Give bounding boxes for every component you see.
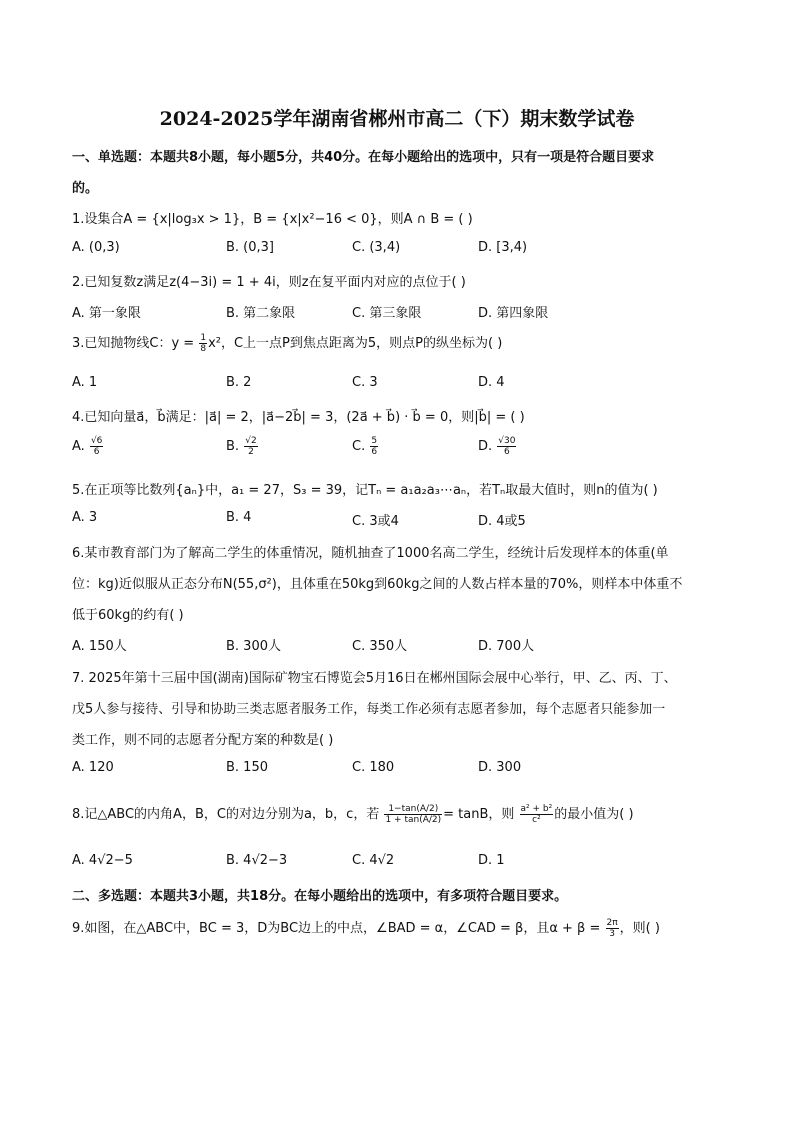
fraction-numerator: a² + b² bbox=[520, 804, 553, 814]
question-6-stem: 6.某市教育部门为了解高二学生的体重情况，随机抽查了1000名高二学生，经统计后发现样本的体重(单 bbox=[72, 546, 669, 561]
fraction-numerator: 2π bbox=[606, 918, 618, 928]
question-3-option-d: D. 4 bbox=[478, 375, 505, 390]
section1-header-cont: 的。 bbox=[72, 181, 99, 196]
question-3-option-a: A. 1 bbox=[72, 375, 98, 390]
fraction-denominator: 8 bbox=[200, 344, 207, 354]
question-7-stem-line3: 类工作，则不同的志愿者分配方案的种数是( ) bbox=[72, 733, 334, 748]
fraction-denominator: 6 bbox=[93, 447, 100, 457]
question-8-stem-post: 的最小值为( ) bbox=[554, 807, 634, 822]
question-5-option-d: D. 4或5 bbox=[478, 514, 526, 529]
question-6-option-a: A. 150人 bbox=[72, 639, 127, 654]
question-3-option-b: B. 2 bbox=[226, 375, 252, 390]
option-label: A. bbox=[72, 439, 85, 454]
question-8-option-c: C. 4√2 bbox=[352, 853, 395, 868]
fraction-denominator: 6 bbox=[371, 447, 378, 457]
fraction-denominator: 6 bbox=[504, 447, 510, 457]
question-5-stem: 5.在正项等比数列{aₙ}中，a₁ = 27，S₃ = 39，记Tₙ = a₁a₂a₃⋯aₙ，若Tₙ取最大值时，则n的值为( ) bbox=[72, 483, 658, 498]
section1-header: 一、单选题：本题共8小题，每小题5分，共40分。在每小题给出的选项中，只有一项是符合题目要求 bbox=[72, 150, 655, 165]
question-9-stem-post: ，则( ) bbox=[619, 921, 660, 936]
option-label: D. bbox=[478, 439, 493, 454]
question-8-stem-mid: = tanB，则 bbox=[443, 807, 515, 822]
question-8-fraction-1 bbox=[384, 804, 442, 825]
question-1-option-b: B. (0,3] bbox=[226, 240, 275, 255]
question-8-option-a: A. 4√2−5 bbox=[72, 853, 133, 868]
fraction-denominator: 1 + tan(A/2) bbox=[385, 815, 442, 825]
question-5-option-c: C. 3或4 bbox=[352, 514, 399, 529]
question-8-fraction-2 bbox=[520, 804, 554, 825]
question-6-option-b: B. 300人 bbox=[226, 639, 281, 654]
question-6-stem-line3: 低于60kg的约有( ) bbox=[72, 608, 184, 623]
question-8-option-b: B. 4√2−3 bbox=[226, 853, 288, 868]
option-fraction bbox=[244, 436, 257, 457]
question-9-fraction bbox=[606, 918, 619, 939]
question-3-stem bbox=[72, 332, 722, 354]
fraction-denominator: 2 bbox=[248, 447, 254, 457]
question-2-option-d: D. 第四象限 bbox=[478, 306, 549, 321]
question-6-stem-line2: 位：kg)近似服从正态分布N(55,σ²)，且体重在50kg到60kg之间的人数占样本量的70%，则样本中体重不 bbox=[72, 577, 683, 592]
question-8-option-d: D. 1 bbox=[478, 853, 505, 868]
question-5-option-a: A. 3 bbox=[72, 510, 98, 525]
option-fraction bbox=[370, 436, 378, 457]
question-3-stem-post: x²，C上一点P到焦点距离为5，则点P的纵坐标为( ) bbox=[208, 336, 503, 351]
option-label: B. bbox=[226, 439, 240, 454]
question-4-option-b bbox=[226, 436, 259, 457]
question-4-option-d bbox=[478, 436, 517, 457]
question-7-stem: 7. 2025年第十三届中国(湖南)国际矿物宝石博览会5月16日在郴州国际会展中心举行，甲、乙、丙、丁、 bbox=[72, 671, 677, 686]
question-5-option-b: B. 4 bbox=[226, 510, 252, 525]
question-8-stem bbox=[72, 803, 722, 825]
fraction-numerator: 1−tan(A/2) bbox=[384, 804, 442, 815]
fraction-denominator: 3 bbox=[609, 929, 615, 939]
question-7-option-b: B. 150 bbox=[226, 760, 268, 775]
option-fraction bbox=[497, 436, 516, 457]
question-6-option-d: D. 700人 bbox=[478, 639, 535, 654]
fraction-numerator: 1 bbox=[200, 333, 207, 343]
question-9-stem bbox=[72, 917, 722, 939]
option-label: C. bbox=[352, 439, 366, 454]
fraction-numerator: √30 bbox=[498, 436, 516, 446]
fraction-denominator: c² bbox=[532, 815, 541, 825]
question-3-fraction bbox=[199, 333, 207, 354]
section2-header: 二、多选题：本题共3小题，共18分。在每小题给出的选项中，有多项符合题目要求。 bbox=[72, 889, 568, 904]
option-fraction bbox=[90, 436, 103, 457]
page-title: 2024-2025学年湖南省郴州市高二（下）期末数学试卷 bbox=[159, 108, 635, 130]
fraction-numerator: √2 bbox=[245, 436, 257, 446]
question-7-stem-line2: 戊5人参与接待、引导和协助三类志愿者服务工作，每类工作必须有志愿者参加，每个志愿者只能参加一 bbox=[72, 702, 666, 717]
question-4-option-a bbox=[72, 436, 104, 457]
question-7-option-d: D. 300 bbox=[478, 760, 522, 775]
fraction-numerator: √6 bbox=[90, 436, 103, 446]
question-2-option-c: C. 第三象限 bbox=[352, 306, 422, 321]
question-7-option-a: A. 120 bbox=[72, 760, 114, 775]
question-1-option-a: A. (0,3) bbox=[72, 240, 120, 255]
question-4-option-c bbox=[352, 436, 379, 457]
question-6-option-c: C. 350人 bbox=[352, 639, 408, 654]
question-3-stem-pre: 3.已知抛物线C：y = bbox=[72, 336, 195, 351]
question-9-stem-pre: 9.如图，在△ABC中，BC = 3，D为BC边上的中点，∠BAD = α，∠CAD = β，且α + β = bbox=[72, 921, 601, 936]
question-4-stem: 4.已知向量a⃗，b⃗满足：|a⃗| = 2，|a⃗−2b⃗| = 3，(2a⃗ + b⃗) · b⃗ = 0，则|b⃗| = ( ) bbox=[72, 410, 525, 425]
question-2-stem: 2.已知复数z满足z(4−3i) = 1 + 4i，则z在复平面内对应的点位于( ) bbox=[72, 275, 466, 290]
question-1-stem: 1.设集合A = {x|log₃x > 1}，B = {x|x²−16 < 0}，则A ∩ B = ( ) bbox=[72, 212, 473, 227]
question-2-option-b: B. 第二象限 bbox=[226, 306, 296, 321]
question-1-option-d: D. [3,4) bbox=[478, 240, 528, 255]
question-1-option-c: C. (3,4) bbox=[352, 240, 401, 255]
fraction-numerator: 5 bbox=[371, 436, 378, 446]
question-3-option-c: C. 3 bbox=[352, 375, 378, 390]
question-7-option-c: C. 180 bbox=[352, 760, 395, 775]
question-2-option-a: A. 第一象限 bbox=[72, 306, 141, 321]
question-8-stem-pre: 8.记△ABC的内角A，B，C的对边分别为a，b，c，若 bbox=[72, 807, 380, 822]
